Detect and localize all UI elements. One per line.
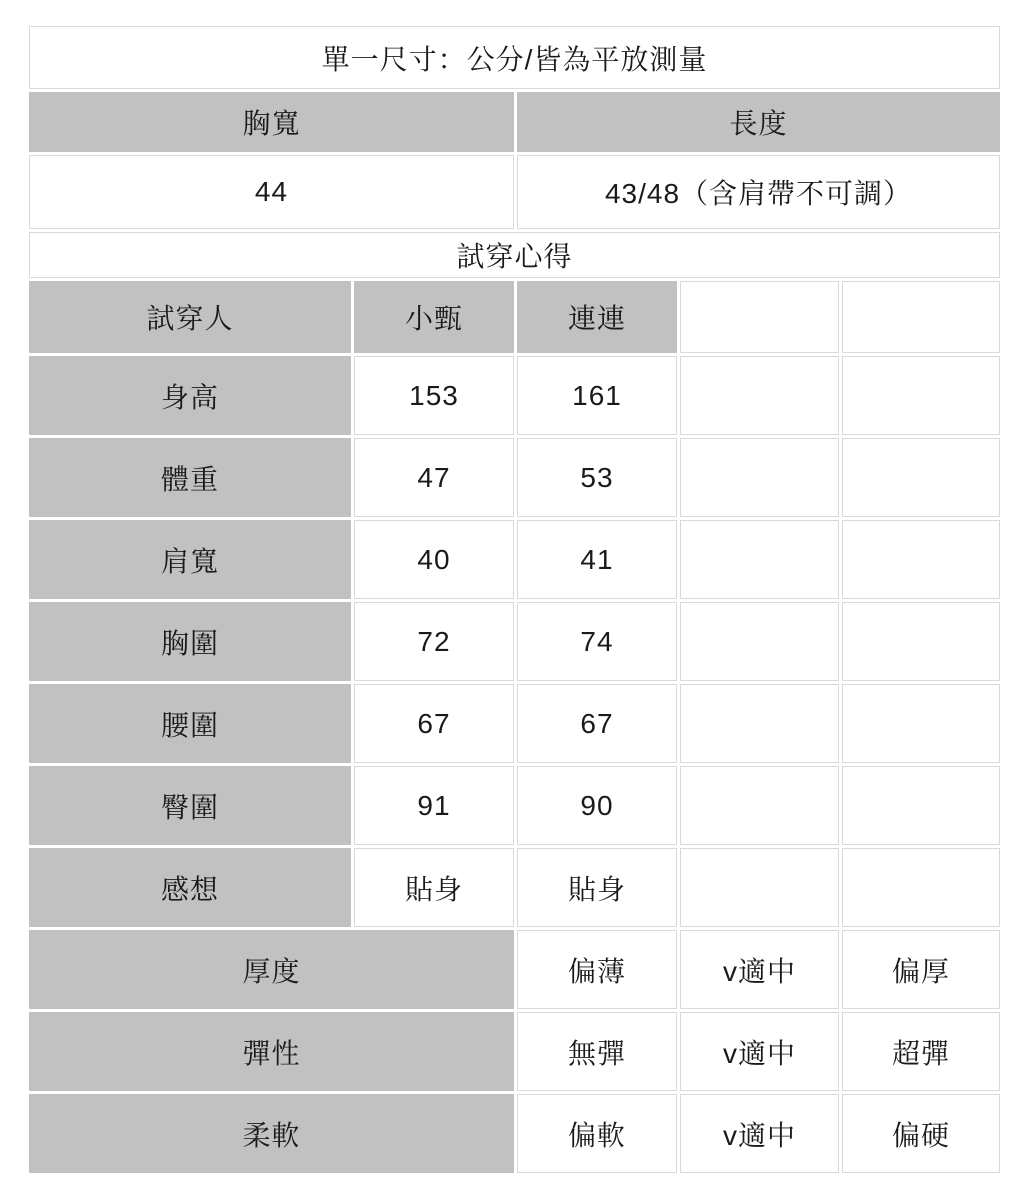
measurement-value: 40 <box>354 520 514 599</box>
rating-option: 偏軟 <box>517 1094 677 1173</box>
length-value: 43/48（含肩帶不可調） <box>517 155 1000 229</box>
row-label: 身高 <box>29 356 351 435</box>
empty-cell <box>680 848 839 927</box>
table-row-height <box>29 356 1000 435</box>
chart-title: 單一尺寸：公分/皆為平放測量 <box>29 26 1000 89</box>
length-header: 長度 <box>517 92 1000 152</box>
empty-cell <box>842 602 1000 681</box>
chest-width-value: 44 <box>29 155 514 229</box>
rating-label: 彈性 <box>29 1012 514 1091</box>
row-label: 腰圍 <box>29 684 351 763</box>
rating-option: 偏薄 <box>517 930 677 1009</box>
empty-cell <box>680 281 839 353</box>
rating-option-selected: v適中 <box>680 1094 839 1173</box>
table-row-waist <box>29 684 1000 763</box>
empty-cell <box>842 848 1000 927</box>
rating-label: 柔軟 <box>29 1094 514 1173</box>
fitter-name-1: 小甄 <box>354 281 514 353</box>
empty-cell <box>680 356 839 435</box>
measurement-value: 74 <box>517 602 677 681</box>
table-row-softness <box>29 1094 1000 1173</box>
measurement-value: 53 <box>517 438 677 517</box>
empty-cell <box>680 766 839 845</box>
rating-option: 無彈 <box>517 1012 677 1091</box>
table-row-weight <box>29 438 1000 517</box>
fitter-name-2: 連連 <box>517 281 677 353</box>
table-row-hip <box>29 766 1000 845</box>
fitter-row-label: 試穿人 <box>29 281 351 353</box>
empty-cell <box>680 684 839 763</box>
empty-cell <box>680 520 839 599</box>
table-row-thickness <box>29 930 1000 1009</box>
fitting-subtitle: 試穿心得 <box>29 232 1000 278</box>
measurement-value: 67 <box>354 684 514 763</box>
table-row-bust <box>29 602 1000 681</box>
measurement-value: 67 <box>517 684 677 763</box>
measurement-value: 91 <box>354 766 514 845</box>
rating-option: 偏厚 <box>842 930 1000 1009</box>
empty-cell <box>680 438 839 517</box>
row-label: 肩寬 <box>29 520 351 599</box>
table-row-impression <box>29 848 1000 927</box>
rating-option-selected: v適中 <box>680 930 839 1009</box>
measurement-value: 貼身 <box>517 848 677 927</box>
table-row-elasticity <box>29 1012 1000 1091</box>
rating-option: 超彈 <box>842 1012 1000 1091</box>
row-label: 感想 <box>29 848 351 927</box>
rating-option-selected: v適中 <box>680 1012 839 1091</box>
empty-cell <box>842 356 1000 435</box>
row-label: 臀圍 <box>29 766 351 845</box>
measurement-value: 161 <box>517 356 677 435</box>
empty-cell <box>842 281 1000 353</box>
rating-option: 偏硬 <box>842 1094 1000 1173</box>
measurement-value: 153 <box>354 356 514 435</box>
row-label: 體重 <box>29 438 351 517</box>
row-label: 胸圍 <box>29 602 351 681</box>
empty-cell <box>842 766 1000 845</box>
measurement-value: 90 <box>517 766 677 845</box>
chest-width-header: 胸寬 <box>29 92 514 152</box>
empty-cell <box>842 684 1000 763</box>
measurement-value: 47 <box>354 438 514 517</box>
empty-cell <box>680 602 839 681</box>
measurement-value: 72 <box>354 602 514 681</box>
measurement-value: 41 <box>517 520 677 599</box>
measurement-value: 貼身 <box>354 848 514 927</box>
table-row-shoulder <box>29 520 1000 599</box>
empty-cell <box>842 520 1000 599</box>
empty-cell <box>842 438 1000 517</box>
rating-label: 厚度 <box>29 930 514 1009</box>
size-chart-table <box>26 23 1003 1176</box>
